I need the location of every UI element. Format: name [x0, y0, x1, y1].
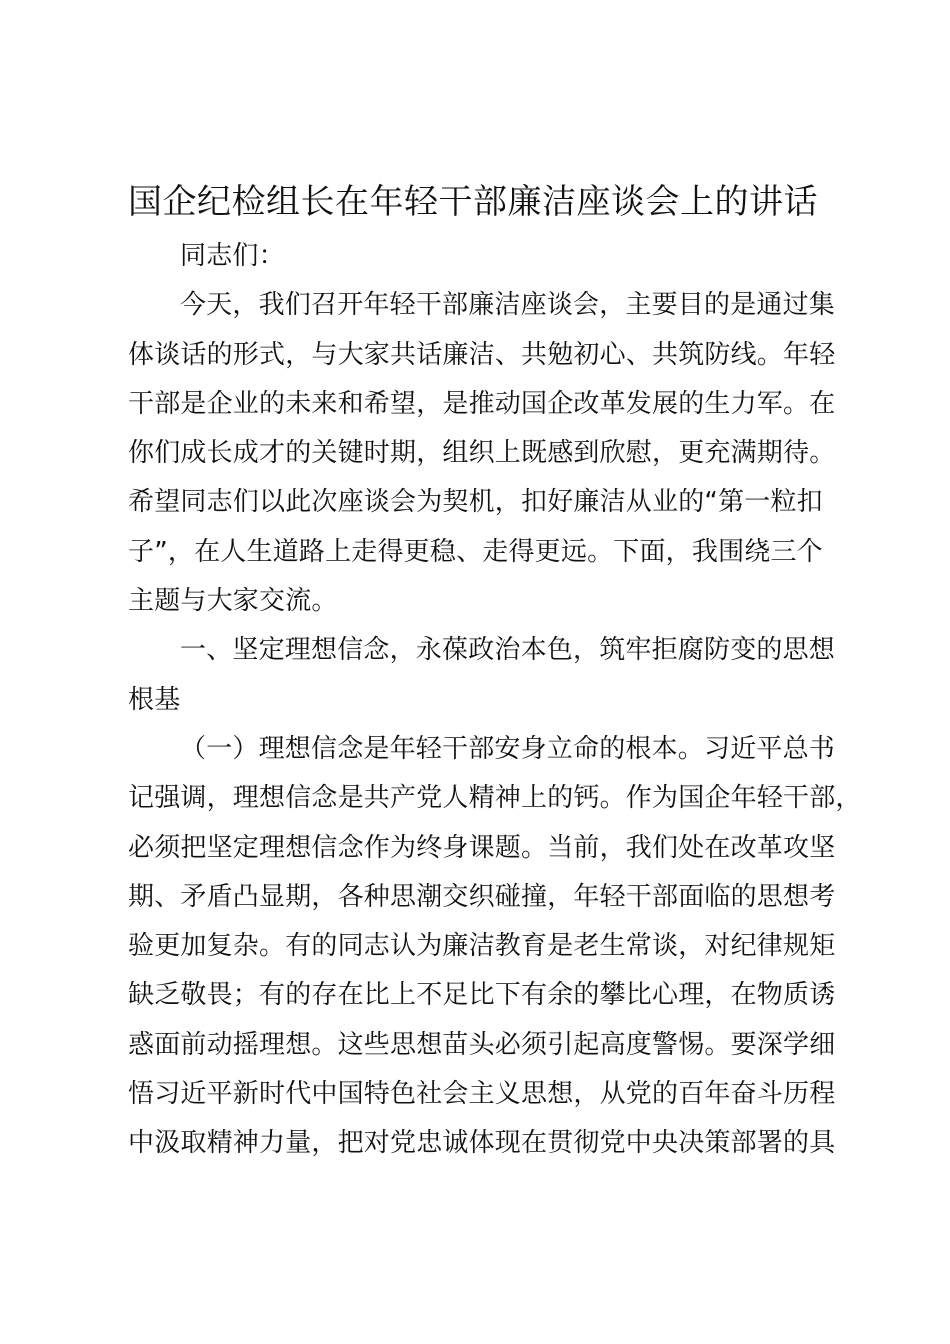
document-title: 国企纪检组长在年轻干部廉洁座谈会上的讲话	[128, 182, 818, 222]
text-line: 干部是企业的未来和希望，是推动国企改革发展的生力军。在	[128, 388, 836, 419]
text-line: 中汲取精神力量，把对党忠诚体现在贯彻党中央决策部署的具	[128, 1128, 836, 1159]
text-line: 缺乏敬畏；有的存在比上不足比下有余的攀比心理，在物质诱	[128, 980, 836, 1011]
text-line: 根基	[128, 684, 181, 715]
text-line: 体谈话的形式，与大家共话廉洁、共勉初心、共筑防线。年轻	[128, 339, 836, 370]
document-page	[128, 172, 862, 1169]
text-line: 同志们：	[180, 241, 285, 271]
text-line: 验更加复杂。有的同志认为廉洁教育是老生常谈，对纪律规矩	[128, 931, 836, 962]
text-line: 你们成长成才的关键时期，组织上既感到欣慰，更充满期待。	[128, 438, 836, 469]
text-line: 希望同志们以此次座谈会为契机，扣好廉洁从业的“第一粒扣	[128, 487, 823, 518]
text-line: 期、矛盾凸显期，各种思潮交织碰撞，年轻干部面临的思想考	[128, 881, 836, 912]
text-line: （一）理想信念是年轻干部安身立命的根本。习近平总书	[180, 733, 836, 764]
text-line: 记强调，理想信念是共产党人精神上的钙。作为国企年轻干部，	[128, 783, 862, 814]
text-line: 悟习近平新时代中国特色社会主义思想，从党的百年奋斗历程	[128, 1079, 836, 1110]
text-line: 今天，我们召开年轻干部廉洁座谈会，主要目的是通过集	[180, 290, 836, 321]
text-line: 主题与大家交流。	[128, 586, 338, 617]
text-line: 一、坚定理想信念，永葆政治本色，筑牢拒腐防变的思想	[180, 635, 836, 666]
text-line: 子”，在人生道路上走得更稳、走得更远。下面，我围绕三个	[128, 536, 823, 567]
document-body	[128, 232, 862, 1169]
text-line: 必须把坚定理想信念作为终身课题。当前，我们处在改革攻坚	[128, 832, 836, 863]
text-line: 惑面前动摇理想。这些思想苗头必须引起高度警惕。要深学细	[128, 1029, 836, 1060]
